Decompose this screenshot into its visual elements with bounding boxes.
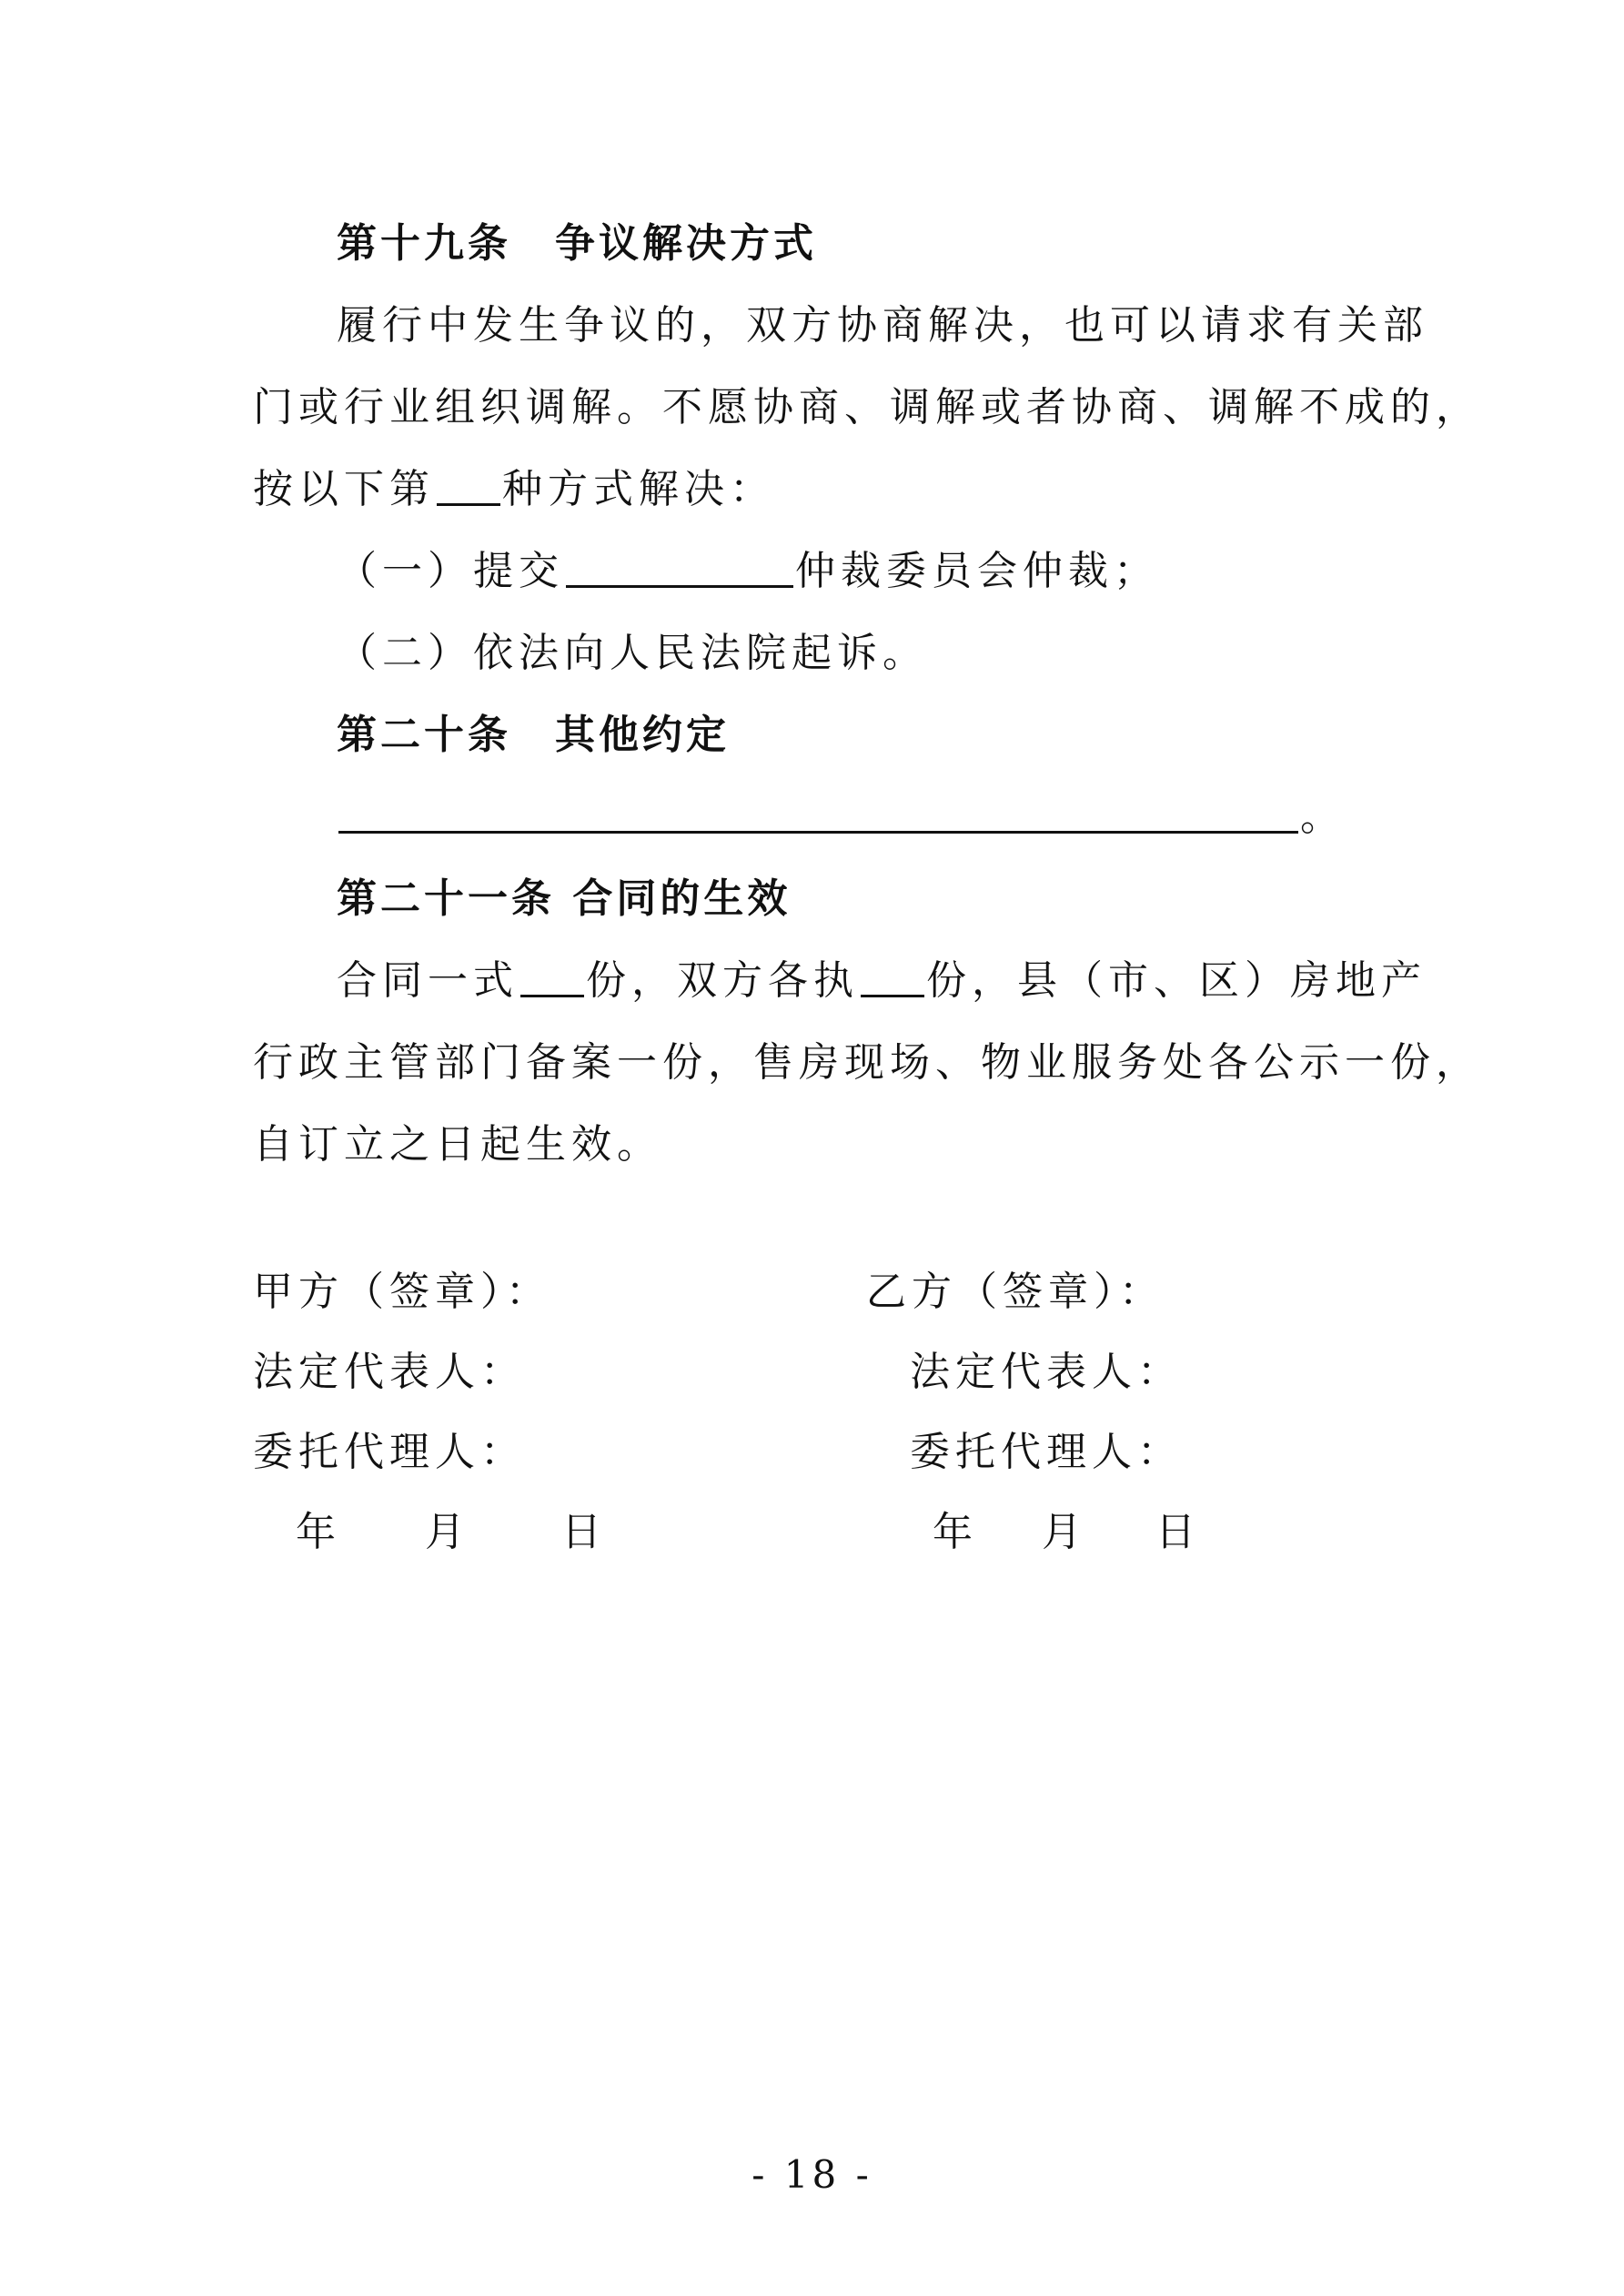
arbitration-commission-blank[interactable]	[566, 545, 793, 588]
option-arbitration-after: 仲裁委员会仲裁；	[795, 548, 1159, 594]
method-choice-label-before: 按以下第	[253, 466, 435, 512]
method-choice-label-after: 种方式解决：	[502, 466, 775, 512]
copies-each-label: 份，双方各执	[586, 957, 859, 1004]
option-arbitration-before: （一）提交	[337, 548, 564, 594]
party-b-seal-label: 乙方（签章）：	[866, 1269, 1165, 1315]
party-a-date-day: 日	[561, 1509, 601, 1555]
party-a-seal-label: 甲方（签章）：	[253, 1269, 551, 1315]
party-b-legal-rep-label: 法定代表人：	[910, 1349, 1183, 1395]
party-b-date-month: 月	[1042, 1509, 1082, 1555]
method-choice-blank[interactable]	[437, 463, 500, 506]
article-21-line-1	[337, 954, 1483, 1008]
party-b-date-year: 年	[933, 1509, 973, 1555]
article-21-heading: 第二十一条 合同的生效	[337, 875, 792, 922]
party-a-agent-label: 委托代理人：	[253, 1429, 526, 1475]
article-19-paragraph-line-3	[253, 462, 1399, 517]
copies-total-label: 合同一式	[337, 957, 519, 1004]
other-agreements-blank[interactable]	[338, 791, 1298, 834]
article-20-heading: 第二十条 其他约定	[337, 712, 730, 758]
article-19-paragraph-line-1: 履行中发生争议的，双方协商解决，也可以请求有关部	[337, 302, 1428, 349]
option-lawsuit: （二）依法向人民法院起诉。	[337, 630, 928, 676]
article-19-heading: 第十九条 争议解决方式	[337, 220, 817, 267]
copies-total-blank[interactable]	[520, 955, 584, 997]
page-number: - 18 -	[751, 2152, 873, 2197]
party-b-date-day: 日	[1155, 1509, 1195, 1555]
copies-each-blank[interactable]	[861, 955, 924, 997]
other-agreements-end-mark: 。	[1300, 794, 1346, 840]
article-21-line-2: 行政主管部门备案一份，售房现场、物业服务处各公示一份，	[253, 1039, 1481, 1086]
article-21-line-3: 自订立之日起生效。	[253, 1121, 662, 1168]
party-a-legal-rep-label: 法定代表人：	[253, 1349, 526, 1395]
article-19-paragraph-line-2: 门或行业组织调解。不愿协商、调解或者协商、调解不成的，	[253, 384, 1481, 430]
party-a-date-year: 年	[296, 1509, 336, 1555]
other-agreements-line	[337, 790, 1483, 845]
party-b-agent-label: 委托代理人：	[910, 1429, 1183, 1475]
party-a-date-month: 月	[425, 1509, 465, 1555]
option-arbitration	[337, 544, 1483, 599]
copies-filing-label: 份，县（市、区）房地产	[926, 957, 1427, 1004]
